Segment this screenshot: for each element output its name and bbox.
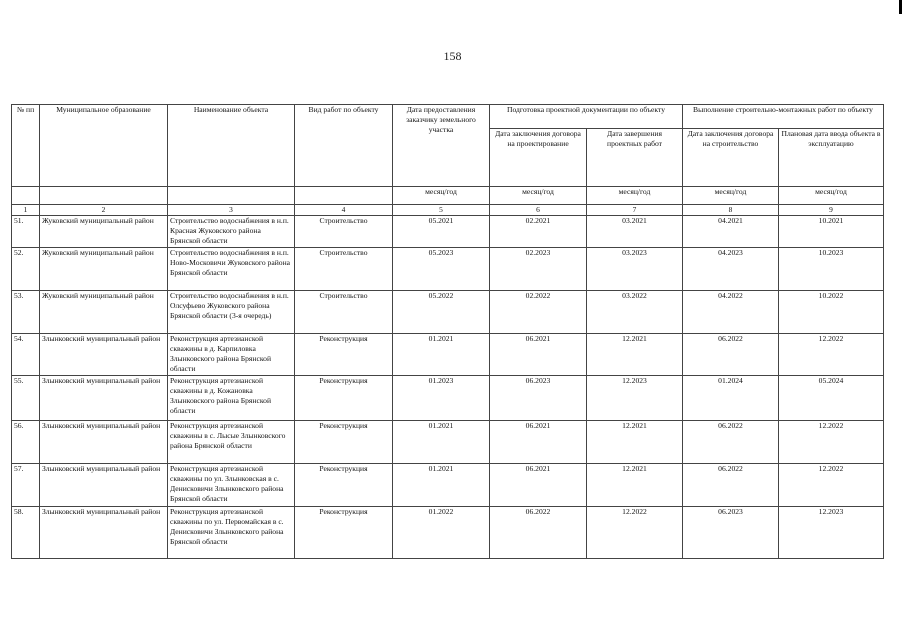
row-land-date: 01.2023 (393, 376, 490, 421)
row-design-contract: 02.2022 (490, 291, 587, 334)
table-row (12, 248, 884, 291)
table-row (12, 216, 884, 248)
row-number: 54. (12, 334, 40, 376)
table-row (12, 421, 884, 464)
header-land-date: Дата предоставления заказчику земельного участка (393, 105, 490, 187)
table-row (12, 291, 884, 334)
header-design-end: Дата завершения проектных работ (587, 129, 683, 187)
row-build-contract: 04.2021 (683, 216, 779, 248)
row-land-date: 05.2023 (393, 248, 490, 291)
table-row (12, 507, 884, 559)
row-object: Реконструкция артезианской скважины в с. Лысые Злынковского района Брянской области (168, 421, 295, 464)
column-number: 6 (490, 205, 587, 216)
row-commissioning: 12.2022 (779, 421, 884, 464)
row-build-contract: 01.2024 (683, 376, 779, 421)
row-land-date: 01.2021 (393, 421, 490, 464)
unit-row (12, 187, 884, 205)
row-work-type: Реконструкция (295, 464, 393, 507)
row-municipality: Жуковский муниципальный район (40, 248, 168, 291)
row-work-type: Строительство (295, 248, 393, 291)
row-land-date: 05.2021 (393, 216, 490, 248)
header-work-type: Вид работ по объекту (295, 105, 393, 187)
row-design-contract: 06.2021 (490, 334, 587, 376)
table-row (12, 464, 884, 507)
row-municipality: Злынковский муниципальный район (40, 507, 168, 559)
row-municipality: Злынковский муниципальный район (40, 421, 168, 464)
row-commissioning: 10.2021 (779, 216, 884, 248)
header-design-contract: Дата заключения договора на проектирование (490, 129, 587, 187)
row-municipality: Злынковский муниципальный район (40, 376, 168, 421)
header-no: № пп (12, 105, 40, 187)
row-build-contract: 06.2022 (683, 334, 779, 376)
header-group-construction: Выполнение строительно-монтажных работ по объекту (683, 105, 884, 129)
column-number: 3 (168, 205, 295, 216)
row-design-contract: 06.2022 (490, 507, 587, 559)
header-municipality: Муниципальное образование (40, 105, 168, 187)
row-design-end: 03.2022 (587, 291, 683, 334)
unit-design-end: месяц/год (587, 187, 683, 205)
row-commissioning: 12.2023 (779, 507, 884, 559)
row-design-end: 12.2021 (587, 334, 683, 376)
row-work-type: Строительство (295, 291, 393, 334)
row-build-contract: 06.2022 (683, 421, 779, 464)
header-object: Наименование объекта (168, 105, 295, 187)
row-object: Строительство водоснабжения в н.п. Красная Жуковского района Брянской области (168, 216, 295, 248)
row-work-type: Реконструкция (295, 334, 393, 376)
row-commissioning: 05.2024 (779, 376, 884, 421)
row-work-type: Реконструкция (295, 376, 393, 421)
row-municipality: Злынковский муниципальный район (40, 334, 168, 376)
row-design-contract: 06.2021 (490, 464, 587, 507)
row-land-date: 01.2021 (393, 464, 490, 507)
column-number: 2 (40, 205, 168, 216)
unit-commissioning: месяц/год (779, 187, 884, 205)
row-object: Реконструкция артезианской скважины в д. Карпиловка Злынковского района Брянской области (168, 334, 295, 376)
column-number-row (12, 205, 884, 216)
row-number: 53. (12, 291, 40, 334)
page-number: 158 (443, 49, 462, 63)
row-object: Реконструкция артезианской скважины по ул. Злынковская в с. Денисковичи Злынковского района Брянской области (168, 464, 295, 507)
column-number: 9 (779, 205, 884, 216)
row-build-contract: 06.2022 (683, 464, 779, 507)
row-design-contract: 06.2023 (490, 376, 587, 421)
unit-build-contract: месяц/год (683, 187, 779, 205)
row-land-date: 05.2022 (393, 291, 490, 334)
row-commissioning: 10.2022 (779, 291, 884, 334)
row-design-end: 03.2023 (587, 248, 683, 291)
table-row (12, 334, 884, 376)
row-number: 51. (12, 216, 40, 248)
row-object: Реконструкция артезианской скважины по ул. Первомайская в с. Денисковичи Злынковского района Брянской области (168, 507, 295, 559)
row-land-date: 01.2022 (393, 507, 490, 559)
row-design-contract: 02.2021 (490, 216, 587, 248)
header-build-contract: Дата заключения договора на строительство (683, 129, 779, 187)
row-work-type: Реконструкция (295, 507, 393, 559)
schedule-table (11, 104, 884, 559)
row-commissioning: 12.2022 (779, 464, 884, 507)
row-design-end: 03.2021 (587, 216, 683, 248)
row-object: Реконструкция артезианской скважины в д. Кожановка Злынковского района Брянской области (168, 376, 295, 421)
row-work-type: Строительство (295, 216, 393, 248)
row-build-contract: 04.2022 (683, 291, 779, 334)
header-commissioning: Плановая дата ввода объекта в эксплуатацию (779, 129, 884, 187)
row-municipality: Злынковский муниципальный район (40, 464, 168, 507)
row-build-contract: 04.2023 (683, 248, 779, 291)
column-number: 4 (295, 205, 393, 216)
row-work-type: Реконструкция (295, 421, 393, 464)
column-number: 5 (393, 205, 490, 216)
table-row (12, 376, 884, 421)
row-object: Строительство водоснабжения в н.п. Ново-Московичи Жуковского района Брянской области (168, 248, 295, 291)
unit-land-date: месяц/год (393, 187, 490, 205)
column-number: 7 (587, 205, 683, 216)
row-number: 56. (12, 421, 40, 464)
column-number: 1 (12, 205, 40, 216)
row-commissioning: 10.2023 (779, 248, 884, 291)
row-commissioning: 12.2022 (779, 334, 884, 376)
row-object: Строительство водоснабжения в н.п. Олсуфьево Жуковского района Брянской области (3-я очередь) (168, 291, 295, 334)
row-design-contract: 02.2023 (490, 248, 587, 291)
row-number: 52. (12, 248, 40, 291)
row-number: 57. (12, 464, 40, 507)
scan-edge-mark (899, 0, 902, 14)
row-design-end: 12.2022 (587, 507, 683, 559)
header-row-top (12, 105, 884, 129)
row-build-contract: 06.2023 (683, 507, 779, 559)
row-design-end: 12.2021 (587, 421, 683, 464)
row-design-contract: 06.2021 (490, 421, 587, 464)
row-land-date: 01.2021 (393, 334, 490, 376)
header-group-design: Подготовка проектной документации по объекту (490, 105, 683, 129)
column-number: 8 (683, 205, 779, 216)
row-municipality: Жуковский муниципальный район (40, 291, 168, 334)
row-design-end: 12.2021 (587, 464, 683, 507)
row-municipality: Жуковский муниципальный район (40, 216, 168, 248)
row-number: 55. (12, 376, 40, 421)
row-design-end: 12.2023 (587, 376, 683, 421)
unit-design-contract: месяц/год (490, 187, 587, 205)
row-number: 58. (12, 507, 40, 559)
